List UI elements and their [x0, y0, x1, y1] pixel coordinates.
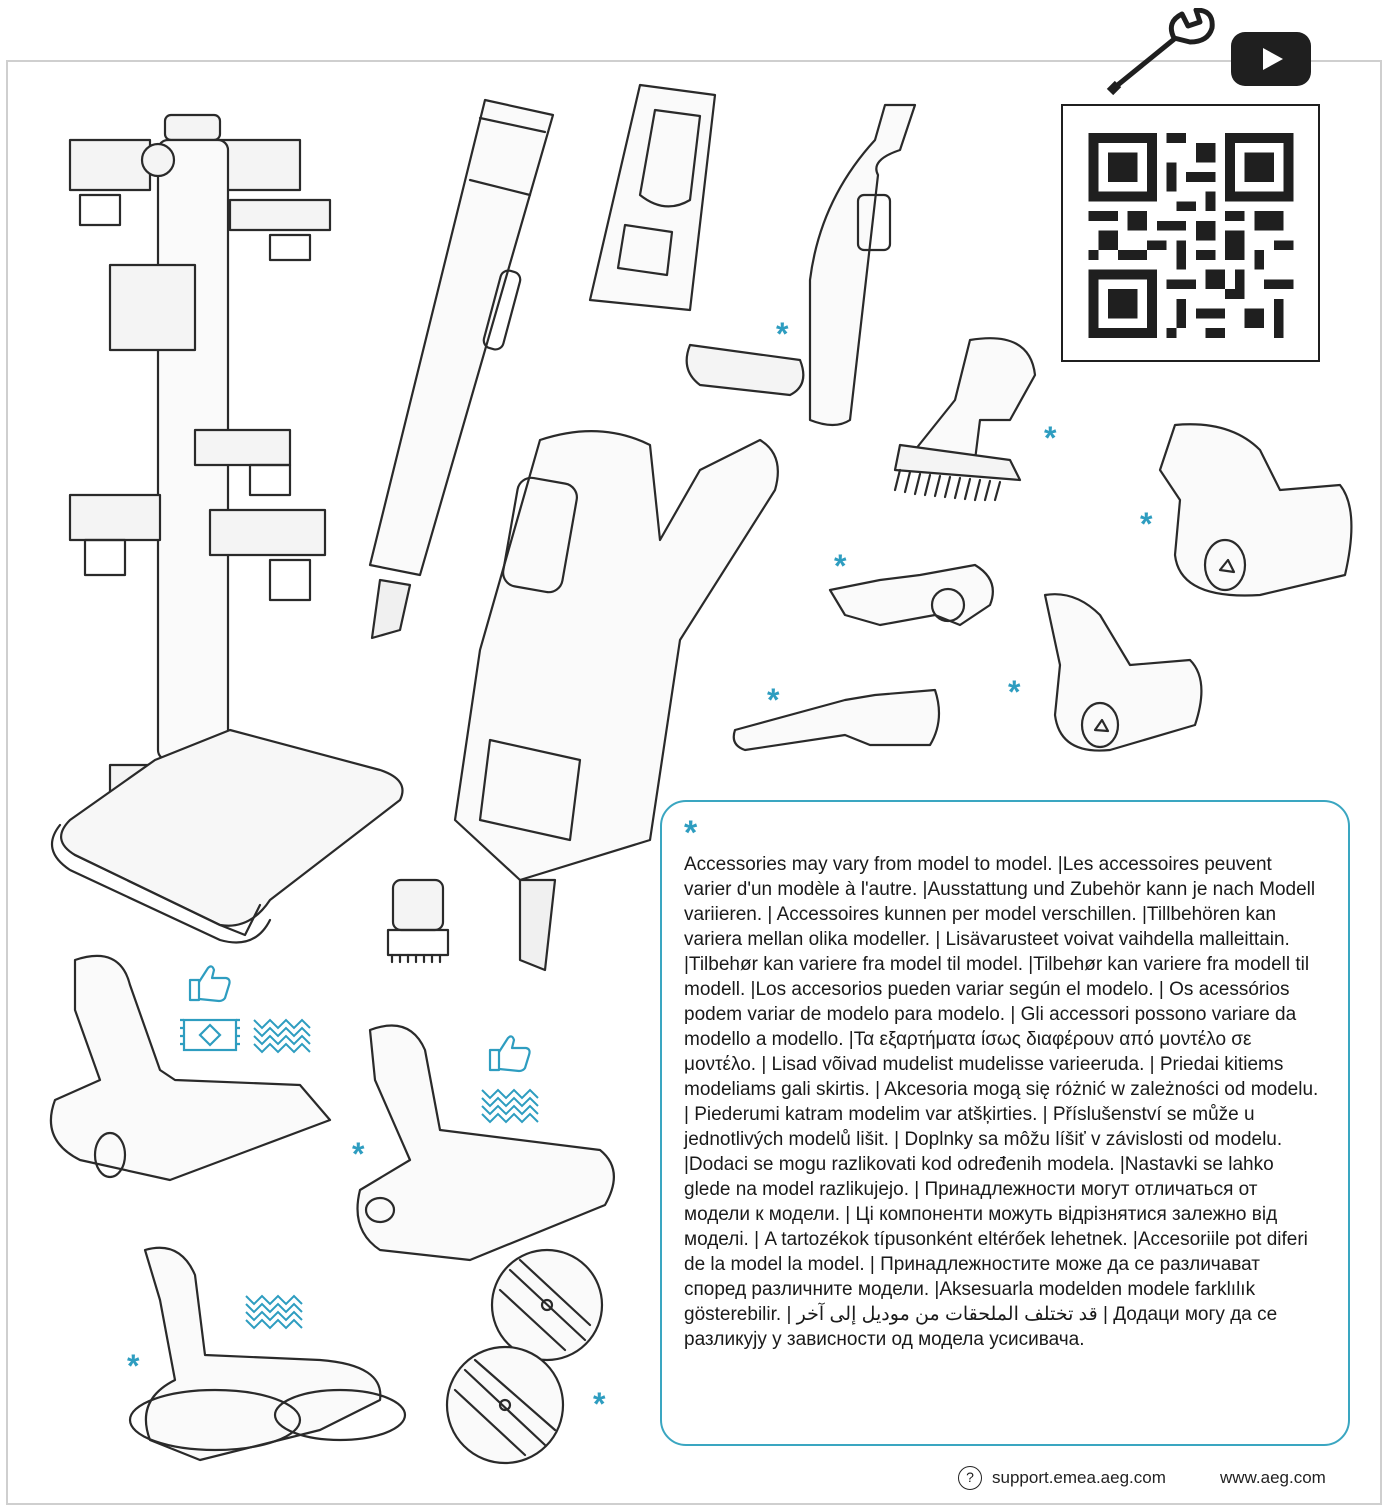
carpet-icon: [252, 1016, 312, 1054]
support-link[interactable]: support.emea.aeg.com: [992, 1468, 1166, 1487]
accessory-marker: *: [593, 1386, 606, 1422]
accessories-note-text: Accessories may vary from model to model. |Les accessoires peuvent varier d'un modèle à l'autre. |Ausstattung und Zubehör kann je nach Modell variieren. | Accessoires kunnen per model verschillen. |Tillbehören kan variera mellan olika modeller. | Lisävarusteet voivat vaihdella malleittain. |Tilbehør kan variere fra model til model. |Tilbehør kan variere fra modell til modell. |Los accesorios pueden variar según el modelo. | Os acessórios podem variar de modelo para modelo. | Gli accessori possono variare da modello a modello. |Τα εξαρτήματα ίσως διαφέρουν από μοντέλο σε μοντέλο. | Lisad võivad mudelist mudelisse varieeruda. | Priedai kitiems modeliams gali skirtis. | Akcesoria mogą się różnić w zależności od modelu. | Piederumi katram modelim var atšķirties. | Příslušenství se může u jednotlivých modelů lišit. | Doplnky sa môžu líšiť v závislosti od modelu. |Dodaci se mogu razlikovati kod određenih modela. |Nastavki se lahko glede na model razlikujejo. | Принадлежности могут отличаться от модели к модели. | Ці компоненти можуть відрізнятися залежно від моделі. | A tartozékok típusonként eltérőek lehetnek. |Accesoriile pot diferi de la model la model. | Принадлежностите може да се различават според различните модели. |Aksesuarla modelden modele farklılık gösterebilir. | قد تختلف الملحقات من موديل إلى آخر | Додаци могу да се разликују у зависности од модела усисивача.: [684, 854, 1319, 1350]
crevice-tool-lower-drawing: [734, 690, 939, 750]
accessory-marker: *: [127, 1348, 140, 1384]
website-link[interactable]: www.aeg.com: [1220, 1468, 1326, 1487]
accessory-marker: *: [1044, 420, 1057, 456]
small-brush-drawing: [388, 880, 448, 962]
wrench-icon: [1100, 8, 1224, 98]
wall-mount-drawing: [590, 85, 715, 310]
crevice-tool-upper-drawing: [687, 105, 915, 425]
accessory-marker: *: [1140, 506, 1153, 542]
mop-pads-drawing: [447, 1250, 602, 1463]
thumbs-up-icon: [188, 962, 234, 1004]
accessory-marker: *: [834, 548, 847, 584]
youtube-play-icon[interactable]: [1231, 32, 1311, 86]
mini-turbo-right-drawing: [1160, 424, 1351, 595]
note-marker: *: [684, 814, 698, 852]
accessory-marker: *: [767, 682, 780, 718]
accessory-marker: *: [352, 1136, 365, 1172]
docking-stand-drawing: [52, 115, 403, 943]
accessory-marker: *: [776, 316, 789, 352]
dusting-brush-drawing: [895, 338, 1035, 500]
carpet-icon: [480, 1086, 540, 1124]
mini-turbo-middle-drawing: [1045, 594, 1201, 750]
rug-icon: [180, 1016, 240, 1054]
combination-tool-drawing: [830, 565, 993, 625]
floor-nozzle-center-drawing: [358, 1026, 614, 1261]
help-icon: ?: [958, 1466, 982, 1490]
qr-code[interactable]: [1061, 104, 1320, 362]
accessory-marker: *: [1008, 674, 1021, 710]
thumbs-up-icon: [488, 1032, 534, 1074]
carpet-icon: [244, 1292, 304, 1330]
mop-nozzle-drawing: [130, 1248, 405, 1460]
